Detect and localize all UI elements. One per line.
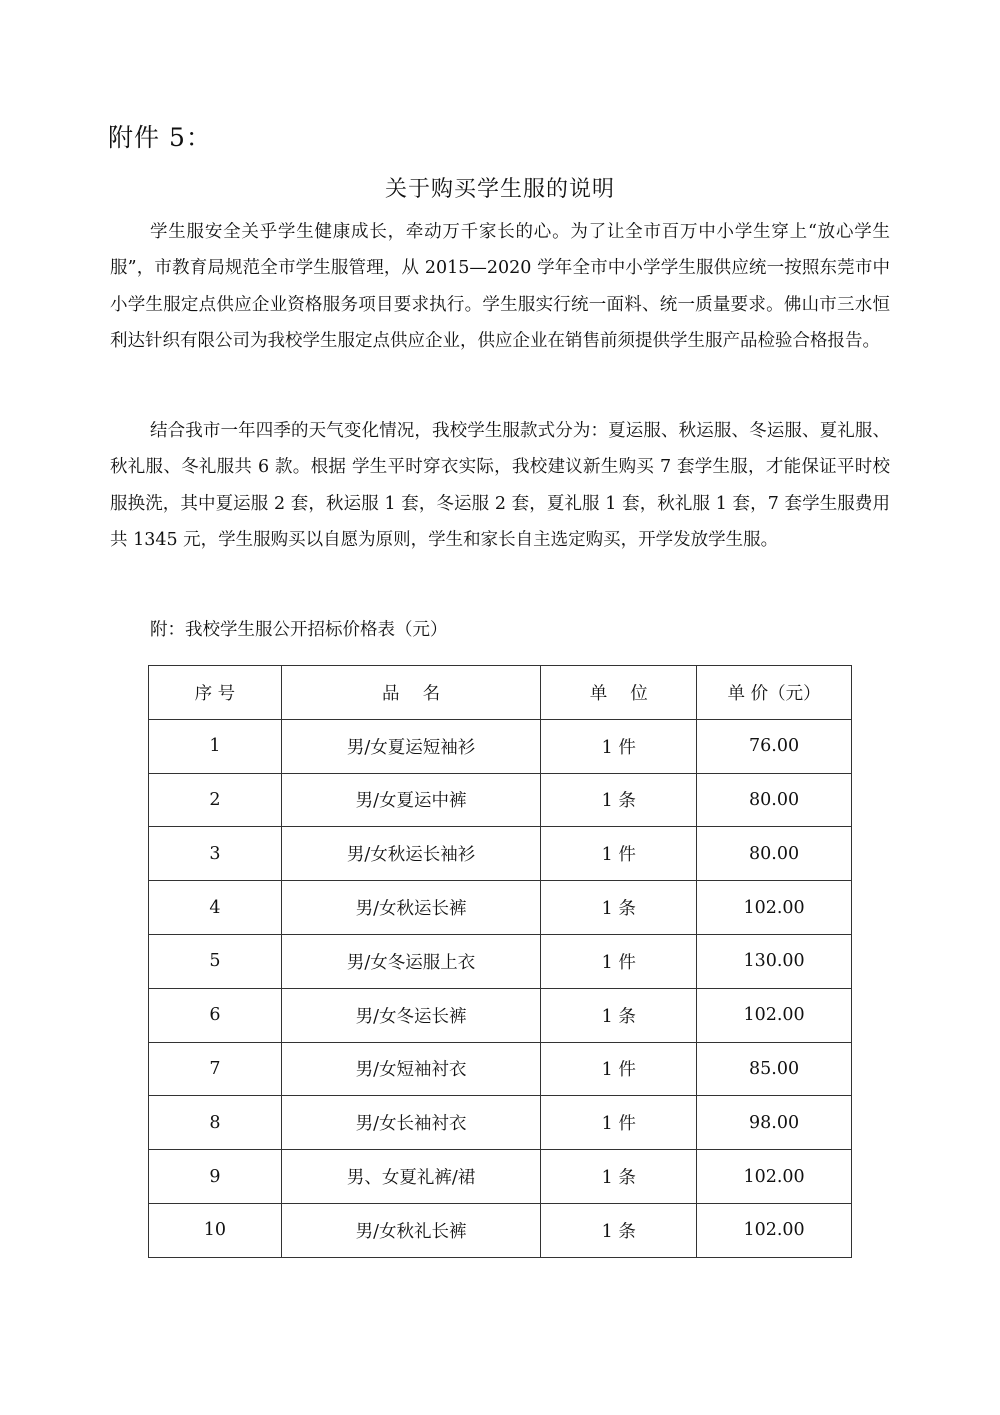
- cell-unit: 1 件: [541, 1042, 697, 1096]
- cell-item-name: 男/女夏运短袖衫: [281, 719, 541, 773]
- cell-price: 102.00: [697, 881, 852, 935]
- cell-price: 76.00: [697, 719, 852, 773]
- cell-price: 102.00: [697, 988, 852, 1042]
- cell-number: 2: [149, 773, 282, 827]
- cell-item-name: 男/女秋礼长裤: [281, 1203, 541, 1257]
- cell-number: 3: [149, 827, 282, 881]
- cell-unit: 1 条: [541, 1150, 697, 1204]
- header-item-name: 品 名: [281, 666, 541, 720]
- cell-unit: 1 件: [541, 1096, 697, 1150]
- paragraph-uniform-safety: 学生服安全关乎学生健康成长，牵动万千家长的心。为了让全市百万中小学生穿上“放心学生服”，市教育局规范全市学生服管理，从 2015—2020 学年全市中小学学生服供应统一按照东莞市中小学生服定点供应企业资格服务项目要求执行。学生服实行统一面料、统一质量要求。佛山市三水恒利达针织有限公司为我校学生服定点供应企业，供应企业在销售前须提供学生服产品检验合格报告。: [110, 222, 890, 352]
- table-header-row: [149, 666, 852, 720]
- cell-unit: 1 条: [541, 773, 697, 827]
- cell-unit: 1 条: [541, 1203, 697, 1257]
- cell-number: 10: [149, 1203, 282, 1257]
- cell-item-name: 男/女秋运长袖衫: [281, 827, 541, 881]
- cell-number: 7: [149, 1042, 282, 1096]
- header-unit: 单 位: [541, 666, 697, 720]
- table-row: [149, 773, 852, 827]
- table-row: [149, 827, 852, 881]
- table-row: [149, 1042, 852, 1096]
- cell-price: 98.00: [697, 1096, 852, 1150]
- cell-price: 80.00: [697, 827, 852, 881]
- cell-item-name: 男/女短袖衬衣: [281, 1042, 541, 1096]
- header-serial-number: 序 号: [149, 666, 282, 720]
- table-row: [149, 719, 852, 773]
- table-row: [149, 1203, 852, 1257]
- cell-number: 4: [149, 881, 282, 935]
- cell-item-name: 男/女秋运长裤: [281, 881, 541, 935]
- cell-item-name: 男/女冬运服上衣: [281, 934, 541, 988]
- cell-item-name: 男/女夏运中裤: [281, 773, 541, 827]
- table-row: [149, 1150, 852, 1204]
- cell-number: 8: [149, 1096, 282, 1150]
- paragraph-uniform-styles: 结合我市一年四季的天气变化情况，我校学生服款式分为：夏运服、秋运服、冬运服、夏礼服、秋礼服、冬礼服共 6 款。根据 学生平时穿衣实际，我校建议新生购买 7 套学生服，才能保证平时校服换洗，其中夏运服 2 套，秋运服 1 套，冬运服 2 套，夏礼服 1 套，秋礼服 1 套，7 套学生服费用共 1345 元，学生服购买以自愿为原则，学生和家长自主选定购买，开学发放学生服。: [110, 421, 890, 551]
- cell-unit: 1 条: [541, 881, 697, 935]
- cell-item-name: 男、女夏礼裤/裙: [281, 1150, 541, 1204]
- cell-number: 6: [149, 988, 282, 1042]
- cell-number: 5: [149, 934, 282, 988]
- table-row: [149, 988, 852, 1042]
- table-caption: 附：我校学生服公开招标价格表（元）: [150, 620, 448, 640]
- cell-number: 1: [149, 719, 282, 773]
- cell-item-name: 男/女冬运长裤: [281, 988, 541, 1042]
- table-row: [149, 881, 852, 935]
- cell-unit: 1 条: [541, 988, 697, 1042]
- cell-unit: 1 件: [541, 934, 697, 988]
- header-unit-price: 单 价（元）: [697, 666, 852, 720]
- cell-price: 85.00: [697, 1042, 852, 1096]
- table-row: [149, 934, 852, 988]
- cell-unit: 1 件: [541, 719, 697, 773]
- cell-price: 130.00: [697, 934, 852, 988]
- cell-number: 9: [149, 1150, 282, 1204]
- cell-price: 80.00: [697, 773, 852, 827]
- attachment-label: 附件 5：: [108, 123, 212, 152]
- cell-price: 102.00: [697, 1203, 852, 1257]
- cell-unit: 1 件: [541, 827, 697, 881]
- cell-price: 102.00: [697, 1150, 852, 1204]
- price-table: [148, 665, 852, 1258]
- table-row: [149, 1096, 852, 1150]
- cell-item-name: 男/女长袖衬衣: [281, 1096, 541, 1150]
- document-title: 关于购买学生服的说明: [384, 177, 615, 202]
